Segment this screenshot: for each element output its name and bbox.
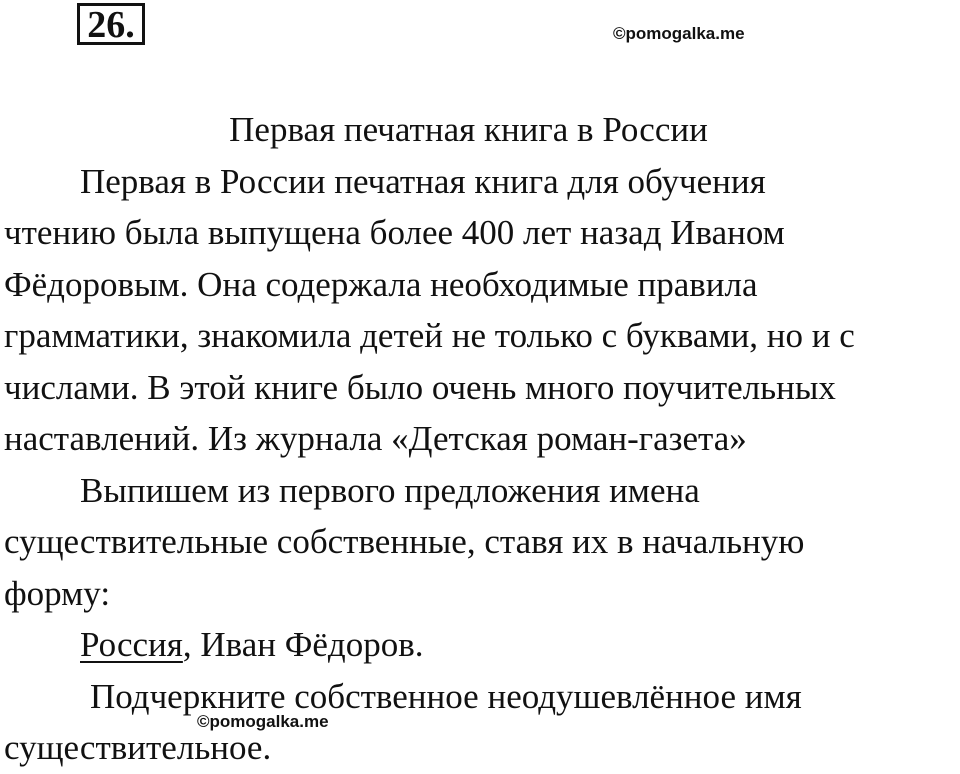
document-body [4,104,959,774]
paragraph2-line: форму: [4,573,111,613]
paragraph2-line: Выпишем из первого предложения имена [80,470,700,510]
answer-underlined-word: Россия [80,625,183,664]
paragraph1-line: Фёдоровым. Она содержала необходимые правила [4,264,758,304]
paragraph1-line: чтению была выпущена более 400 лет назад Иваном [4,213,785,252]
answer-rest: , Иван Фёдоров. [182,625,424,664]
watermark-bottom: ©pomogalka.me [197,712,329,731]
paragraph1-line: Первая в России печатная книга для обучения [80,161,766,201]
document-title: Первая печатная книга в России [229,110,708,149]
paragraph2-line: существительные собственные, ставя их в начальную [4,522,805,561]
paragraph3-line: Подчеркните собственное неодушевлённое имя [90,676,802,716]
paragraph1-line: числами. В этой книге было очень много поучительных [4,367,836,407]
paragraph1-line: наставлений. Из журнала «Детская роман-газета» [4,419,747,458]
paragraph1-line: грамматики, знакомила детей не только с буквами, но и с [4,316,855,355]
answer-line [4,619,959,671]
watermark-top: ©pomogalka.me [613,24,745,43]
paragraph3-line: существительное. [4,728,272,767]
task-number: 26. [77,3,145,45]
